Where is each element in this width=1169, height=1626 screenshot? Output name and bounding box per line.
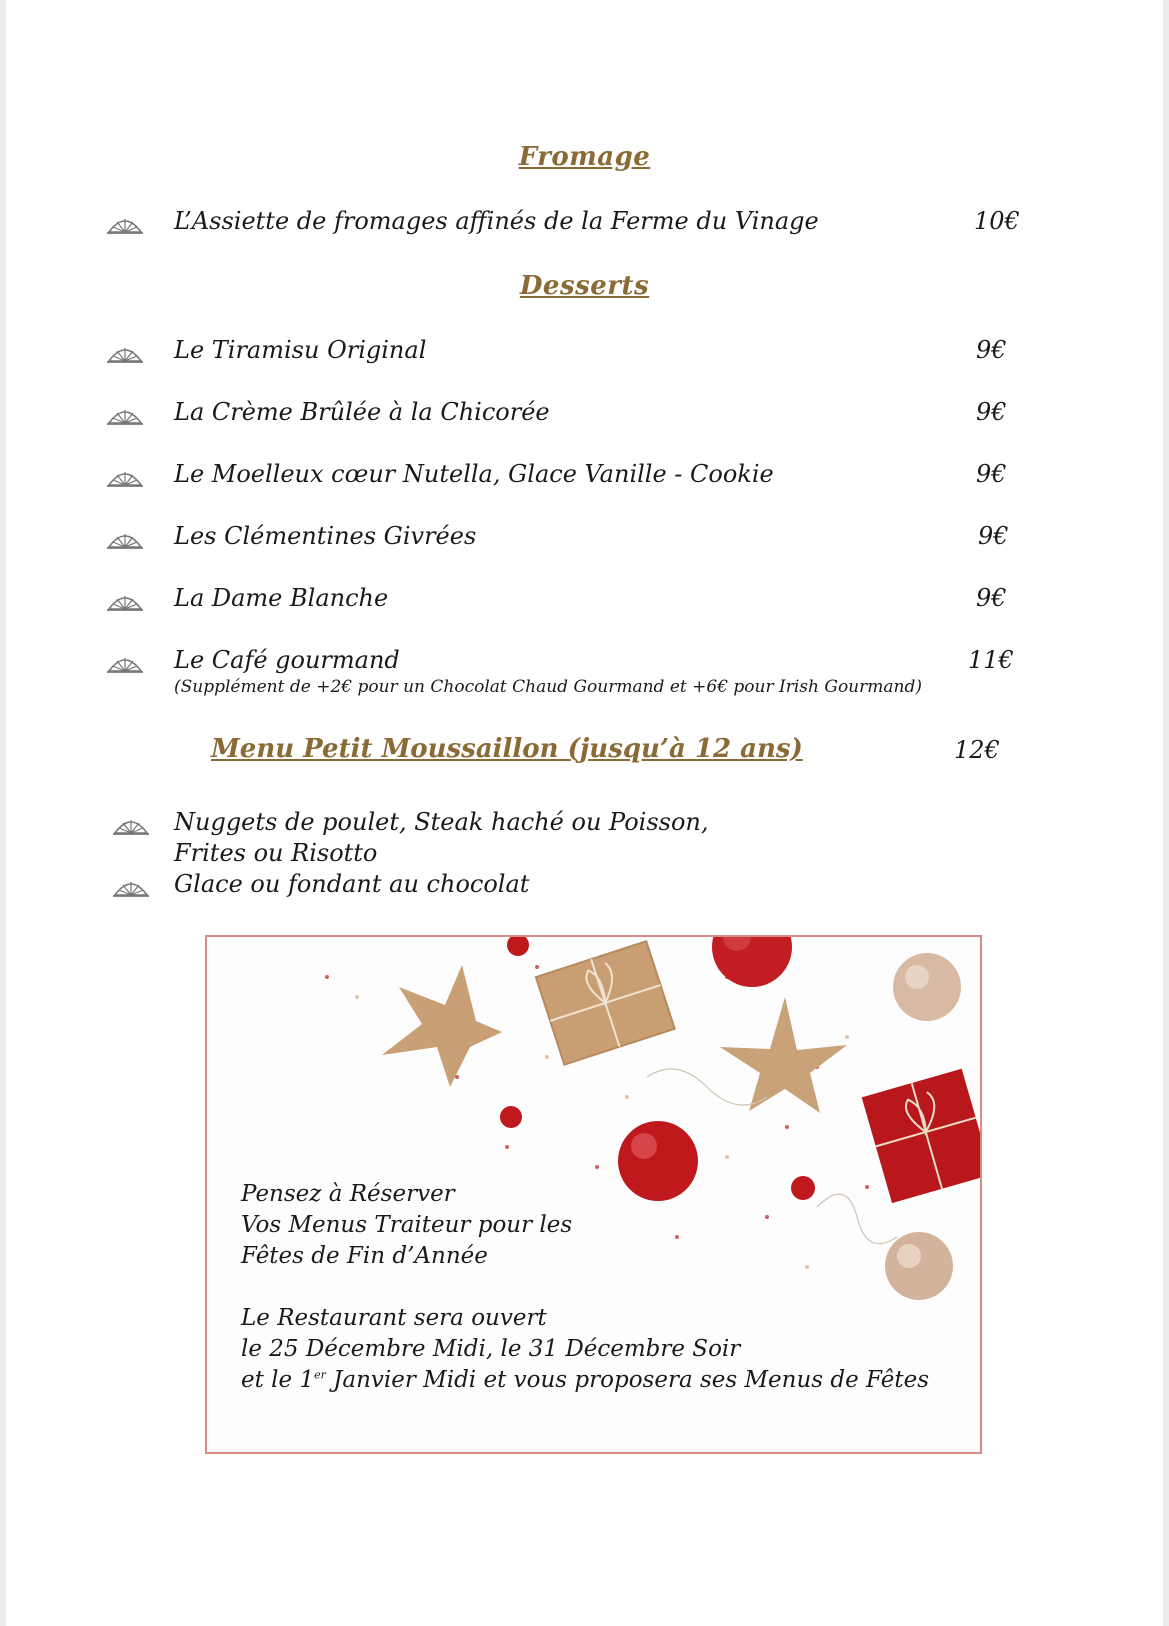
menu-item-dessert [6,398,1163,432]
opening-line-3-prefix: et le 1 [241,1367,315,1393]
menu-item-dessert [6,646,1163,680]
item-label: La Dame Blanche [174,584,389,612]
kids-menu-title: Menu Petit Moussaillon (jusqu’à 12 ans) [211,734,803,764]
shell-icon [106,342,144,364]
shell-icon [106,652,144,674]
shell-icon [112,876,150,898]
menu-item-dessert [6,336,1163,370]
menu-item-dessert [6,584,1163,618]
cafe-gourmand-note: (Supplément de +2€ pour un Chocolat Chaud Gourmand et +6€ pour Irish Gourmand) [174,677,922,697]
menu-item-dessert [6,522,1163,556]
desserts-title: Desserts [519,271,650,301]
reserve-line-3: Fêtes de Fin d’Année [241,1243,488,1269]
opening-line-2: le 25 Décembre Midi, le 31 Décembre Soir [241,1336,741,1362]
fromage-title: Fromage [518,142,651,172]
kids-menu-side: Frites ou Risotto [174,839,378,867]
shell-icon [106,404,144,426]
opening-line-3 [241,1367,929,1393]
shell-icon [106,466,144,488]
item-label: Les Clémentines Givrées [174,522,477,550]
holiday-announcement [205,935,982,1454]
shell-icon [106,590,144,612]
kids-menu-dessert: Glace ou fondant au chocolat [174,870,530,898]
item-label: Le Tiramisu Original [174,336,427,364]
menu-item-fromage [6,207,1163,241]
item-price: 9€ [976,584,1007,612]
reserve-line-1: Pensez à Réserver [241,1181,455,1207]
item-price: 9€ [976,460,1007,488]
item-label: L’Assiette de fromages affinés de la Ferme du Vinage [174,207,819,235]
item-price: 11€ [968,646,1014,674]
item-price: 10€ [974,207,1020,235]
shell-icon [106,528,144,550]
item-price: 9€ [978,522,1009,550]
item-price: 9€ [976,336,1007,364]
ordinal-suffix: er [314,1368,326,1382]
shell-icon [106,213,144,235]
item-label: Le Café gourmand [174,646,400,674]
opening-line-1: Le Restaurant sera ouvert [241,1305,547,1331]
item-label: La Crème Brûlée à la Chicorée [174,398,550,426]
kids-menu-price: 12€ [954,736,1000,764]
item-label: Le Moelleux cœur Nutella, Glace Vanille - Cookie [174,460,774,488]
menu-page [6,0,1163,1626]
item-price: 9€ [976,398,1007,426]
kids-menu-main: Nuggets de poulet, Steak haché ou Poisson, [174,808,709,836]
opening-line-3-suffix: Janvier Midi et vous proposera ses Menus de Fêtes [325,1367,930,1393]
menu-item-dessert [6,460,1163,494]
reserve-line-2: Vos Menus Traiteur pour les [241,1212,573,1238]
shell-icon [112,814,150,836]
